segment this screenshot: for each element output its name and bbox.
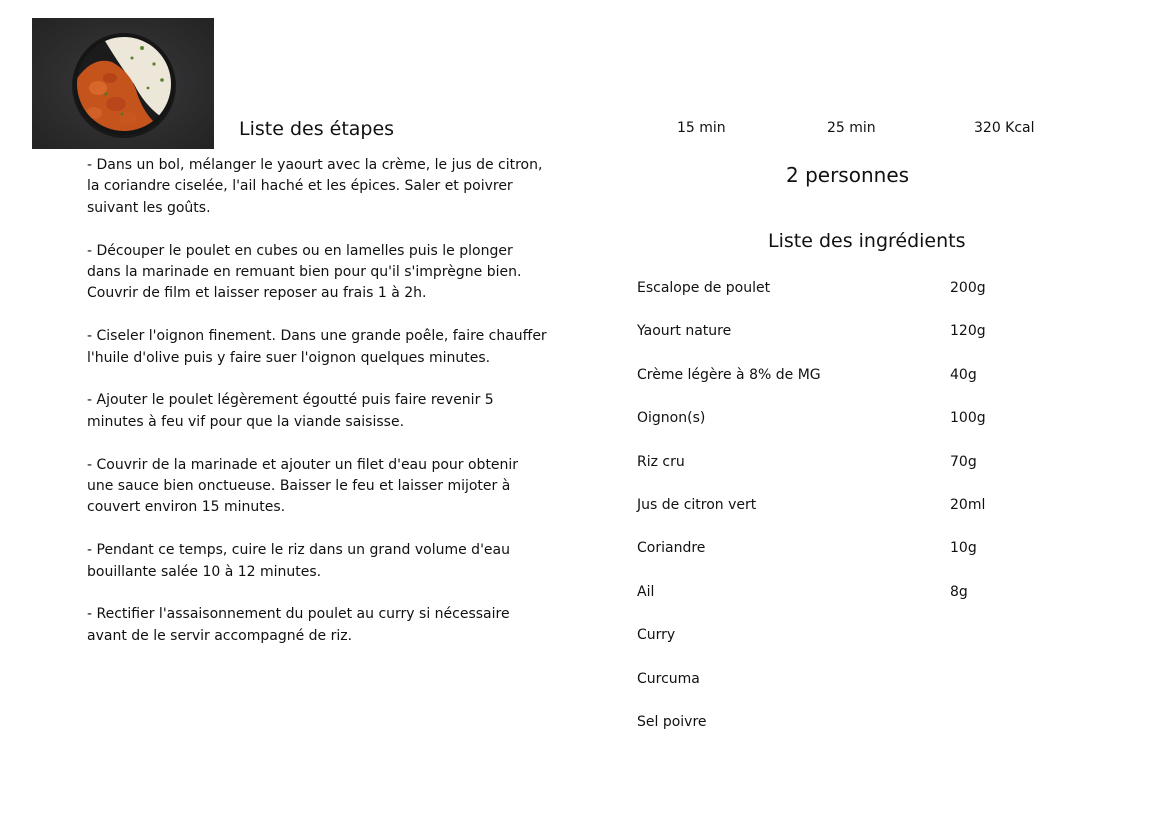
ingredient-name: Crème légère à 8% de MG [637,366,821,383]
ingredient-row [637,626,1057,669]
ingredient-name: Escalope de poulet [637,280,771,296]
ingredients-list [637,279,1057,756]
ingredient-row [637,496,1057,539]
ingredient-quantity: 200g [950,280,986,296]
steps-title: Liste des étapes [239,118,395,140]
recipe-photo [32,18,214,149]
ingredients-title: Liste des ingrédients [768,230,966,252]
ingredient-name: Jus de citron vert [637,496,757,513]
step-4: - Ajouter le poulet légèrement égoutté puis faire revenir 5 minutes à feu vif pour que la viande saisisse. [87,392,494,430]
step-3: - Ciseler l'oignon finement. Dans une grande poêle, faire chauffer l'huile d'olive puis y faire suer l'oignon quelques minutes. [87,328,547,366]
ingredient-quantity: 20ml [950,496,986,513]
curry-rice-bowl-icon [32,18,214,149]
calories: 320 Kcal [974,120,1035,136]
ingredient-name: Oignon(s) [637,410,706,427]
step-6: - Pendant ce temps, cuire le riz dans un grand volume d'eau bouillante salée 10 à 12 minutes. [87,542,510,580]
ingredient-row [637,279,1057,322]
ingredient-row [637,453,1057,496]
steps-list [87,155,547,669]
ingredient-quantity: 100g [950,410,986,427]
ingredient-name: Coriandre [637,540,706,557]
ingredient-row [637,539,1057,582]
ingredient-name: Ail [637,583,655,600]
ingredient-row [637,713,1057,756]
ingredient-name: Yaourt nature [637,323,732,340]
ingredient-quantity: 40g [950,366,977,383]
ingredient-name: Riz cru [637,453,685,470]
ingredient-name: Curcuma [637,670,700,687]
ingredient-quantity: 8g [950,583,968,600]
ingredient-name: Sel poivre [637,713,707,730]
step-1: - Dans un bol, mélanger le yaourt avec la crème, le jus de citron, la coriandre ciselée, l'ail haché et les épices. Saler et poivrer suivant les goûts. [87,157,543,216]
step-5: - Couvrir de la marinade et ajouter un filet d'eau pour obtenir une sauce bien onctueuse. Baisser le feu et laisser mijoter à couvert environ 15 minutes. [87,456,519,516]
ingredient-row [637,409,1057,452]
ingredient-row [637,322,1057,365]
ingredient-quantity: 10g [950,540,977,557]
ingredient-row [637,366,1057,409]
step-7: - Rectifier l'assaisonnement du poulet au curry si nécessaire avant de le servir accompagné de riz. [87,606,510,644]
servings: 2 personnes [786,163,910,187]
ingredient-row [637,583,1057,626]
ingredient-quantity: 120g [950,323,986,340]
cook-time: 25 min [827,120,876,136]
ingredient-name: Curry [637,627,676,644]
ingredient-row [637,670,1057,713]
ingredient-quantity: 70g [950,453,977,470]
step-2: - Découper le poulet en cubes ou en lamelles puis le plonger dans la marinade en remuant bien pour qu'il s'imprègne bien. Couvrir de film et laisser reposer au frais 1 à 2h. [87,242,522,302]
prep-time: 15 min [677,120,726,136]
